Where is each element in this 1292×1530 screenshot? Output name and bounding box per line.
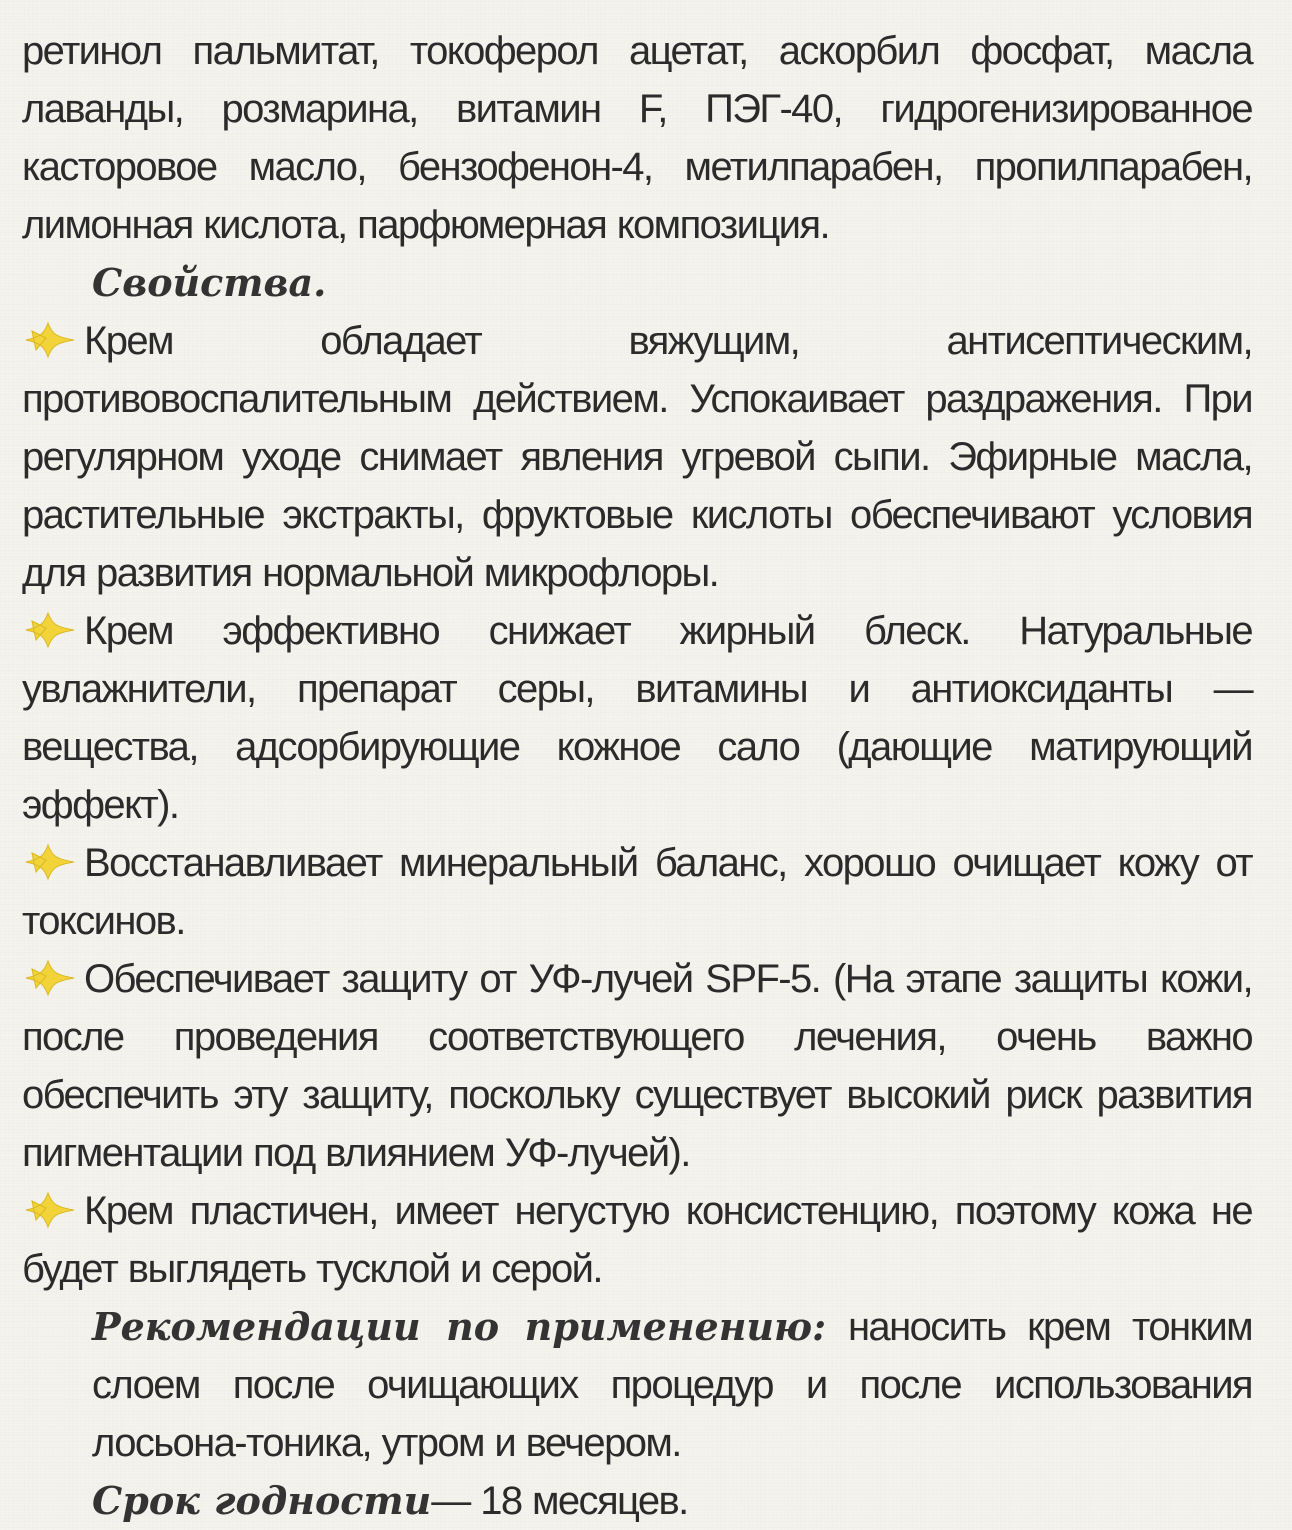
ingredients-paragraph xyxy=(22,22,1252,254)
property-item-text: Крем эффективно снижает жирный блеск. Натуральные увлажнители, препарат серы, витамины и антиоксиданты — вещества, адсорбирующие кожное сало (дающие матирующий эффект). xyxy=(22,609,1252,827)
yellow-star-icon xyxy=(22,842,78,882)
properties-heading-line xyxy=(22,254,1252,312)
yellow-star-icon xyxy=(22,1190,78,1230)
property-item xyxy=(22,312,1252,602)
property-item-text: Крем пластичен, имеет негустую консистенцию, поэтому кожа не будет выглядеть тусклой и серой. xyxy=(22,1189,1252,1291)
property-item xyxy=(22,602,1252,834)
yellow-star-icon xyxy=(22,610,78,650)
document-page xyxy=(22,22,1252,1530)
shelf-life-paragraph xyxy=(22,1472,1252,1530)
property-item-text: Восстанавливает минеральный баланс, хорошо очищает кожу от токсинов. xyxy=(22,841,1252,943)
shelf-life-heading: Срок годности xyxy=(92,1478,432,1523)
property-item xyxy=(22,1182,1252,1298)
shelf-life-text: — 18 месяцев. xyxy=(431,1479,688,1523)
recommendations-paragraph xyxy=(22,1298,1252,1472)
property-item xyxy=(22,834,1252,950)
ingredients-text: ретинол пальмитат, токоферол ацетат, аскорбил фосфат, масла лаванды, розмарина, витамин F, ПЭГ-40, гидрогенизированное касторовое масло, бензофенон-4, метилпарабен, пропилпарабен, лимонная кислота, парфюмерная композиция. xyxy=(22,29,1252,247)
property-item-text: Обеспечивает защиту от УФ-лучей SPF-5. (На этапе защиты кожи, после проведения соответствующего лечения, очень важно обеспечить эту защиту, поскольку существует высокий риск развития пигментации под влиянием УФ-лучей). xyxy=(22,957,1252,1175)
recommendations-text: наносить крем тонким слоем после очищающих процедур и после использования лосьона-тоника, утром и вечером. xyxy=(92,1305,1252,1465)
properties-heading: Свойства. xyxy=(92,260,327,305)
yellow-star-icon xyxy=(22,320,78,360)
yellow-star-icon xyxy=(22,958,78,998)
property-item xyxy=(22,950,1252,1182)
recommendations-heading: Рекомендации по применению: xyxy=(92,1304,827,1349)
property-item-text: Крем обладает вяжущим, антисептическим, противовоспалительным действием. Успокаивает раздражения. При регулярном уходе снимает явления угревой сыпи. Эфирные масла, растительные экстракты, фруктовые кислоты обеспечивают условия для развития нормальной микрофлоры. xyxy=(22,319,1252,595)
